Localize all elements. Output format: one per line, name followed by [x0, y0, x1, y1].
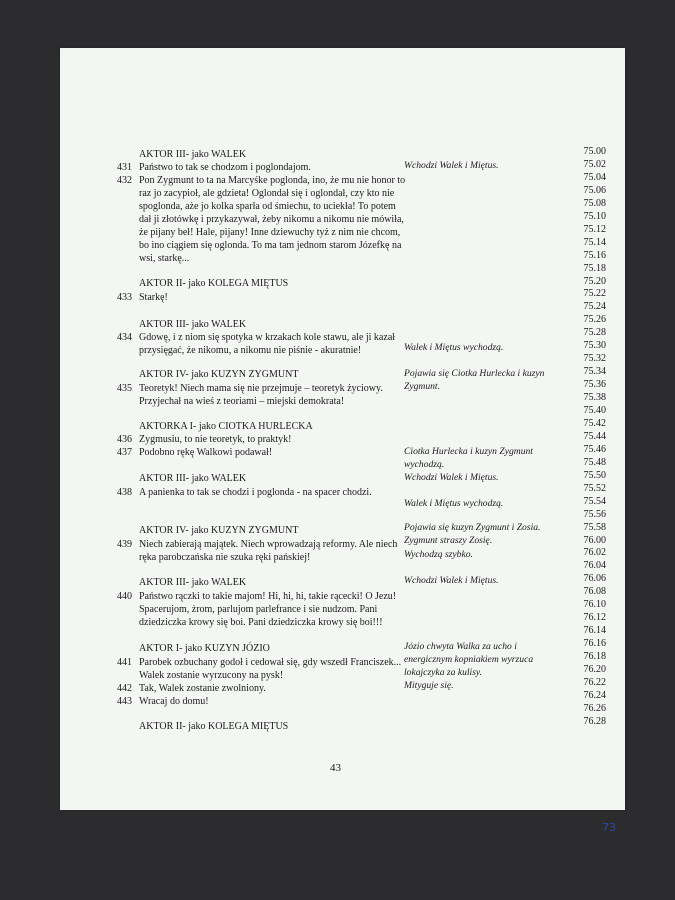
dialogue-line: Parobek ozbuchany godoł i cedował się, gdy wszedł Franciszek... Walek zostanie wyrzucony na pysk!	[139, 657, 402, 681]
timecode: 76.10	[583, 599, 606, 611]
line-number: 439	[117, 539, 132, 550]
line-number: 434	[117, 332, 132, 343]
line-number: 437	[117, 447, 132, 458]
speaker-heading: AKTOR III- jako WALEK	[139, 319, 247, 330]
stage-direction: Zygmunt straszy Zosię.	[404, 535, 493, 546]
stage-direction: Wchodzi Walek i Miętus.	[404, 472, 499, 483]
timecode: 75.22	[583, 288, 606, 300]
line-number: 435	[117, 383, 132, 394]
timecode: 76.04	[583, 560, 606, 572]
timecode: 75.26	[583, 314, 606, 326]
timecode: 76.24	[583, 689, 606, 701]
handwritten-page-mark: 73	[602, 821, 616, 834]
stage-direction: Wychodzą szybko.	[404, 549, 473, 560]
speaker-heading: AKTOR I- jako KUZYN JÓZIO	[139, 643, 270, 654]
timecode: 75.40	[583, 405, 606, 416]
speaker-heading: AKTOR IV- jako KUZYN ZYGMUNT	[139, 369, 299, 380]
speaker-heading: AKTOR III- jako WALEK	[139, 473, 247, 484]
timecode: 75.10	[583, 210, 606, 222]
speaker-heading: AKTOR II- jako KOLEGA MIĘTUS	[139, 721, 289, 732]
stage-direction: Ciotka Hurlecka i kuzyn Zygmunt wychodzą.	[404, 446, 533, 470]
dialogue-line: Podobno rękę Walkowi podawał!	[139, 447, 273, 458]
timecode: 76.20	[583, 664, 606, 675]
speaker-heading: AKTORKA I- jako CIOTKA HURLECKA	[139, 421, 313, 432]
timecode: 75.44	[583, 430, 606, 442]
timecode: 75.58	[583, 521, 606, 533]
timecode: 75.14	[583, 236, 606, 248]
stage-direction: Pojawia się kuzyn Zygmunt i Zosia.	[404, 522, 541, 533]
line-number: 442	[117, 683, 132, 694]
stage-direction: Wchodzi Walek i Miętus.	[404, 160, 499, 171]
dialogue-line: Teoretyk! Niech mama się nie przejmuje – teoretyk życiowy. Przyjechał na wieś z teoriami – miejski demokrata!	[139, 383, 383, 407]
stage-direction: Pojawia się Ciotka Hurlecka i kuzyn Zygmunt.	[404, 368, 545, 392]
timecode: 76.06	[583, 573, 606, 585]
stage-direction: Mityguje się.	[404, 680, 454, 691]
timecode: 75.20	[583, 275, 606, 287]
timecode: 76.14	[583, 625, 606, 637]
line-number: 438	[117, 487, 132, 498]
timecode: 76.00	[583, 534, 606, 546]
timecode: 75.36	[583, 379, 606, 391]
timecode: 75.28	[583, 327, 606, 339]
timecode: 75.54	[583, 495, 606, 507]
stage-direction: Józio chwyta Walka za ucho i energicznym kopniakiem wyrzuca lokajczyka za kulisy.	[404, 641, 534, 678]
timecode: 76.08	[583, 586, 606, 598]
dialogue-line: Niech zabierają majątek. Niech wprowadzają reformy. Ale niech ręka parobczańska nie szuka ręki pańskiej!	[139, 539, 398, 563]
timecode: 76.22	[583, 676, 606, 688]
timecode: 76.26	[583, 702, 606, 714]
timecode: 75.04	[583, 171, 606, 183]
timecode: 75.52	[583, 482, 606, 494]
page-number: 43	[330, 762, 341, 774]
timecode: 75.02	[583, 158, 606, 170]
stage-direction: Walek i Miętus wychodzą.	[404, 498, 504, 509]
dialogue-line: Gdowę, i z niom się spotyka w krzakach kole stawu, ale ji kazał przysięgać, że nikomu, a nikomu nie piśnie - akuratnie!	[139, 332, 396, 356]
dialogue-line: Państwo to tak se chodzom i poglondajom.	[139, 162, 311, 173]
timecode: 75.48	[583, 456, 606, 468]
timecode: 76.18	[583, 651, 606, 663]
timecode: 75.46	[583, 443, 606, 455]
timecode: 76.28	[583, 715, 606, 727]
dialogue-line: Starkę!	[139, 292, 168, 303]
line-number: 441	[117, 657, 132, 668]
line-number: 443	[117, 696, 132, 707]
line-number: 440	[117, 591, 132, 602]
timecode: 75.30	[583, 340, 606, 352]
speaker-heading: AKTOR III- jako WALEK	[139, 149, 247, 160]
document-page	[60, 48, 625, 834]
timecode: 75.38	[583, 392, 606, 404]
timecode: 75.56	[583, 508, 606, 520]
timecode: 76.02	[583, 547, 606, 559]
timecode: 75.18	[583, 262, 606, 274]
timecode: 75.12	[583, 223, 606, 235]
line-number: 431	[117, 162, 132, 173]
dialogue-line: Zygmusiu, to nie teoretyk, to praktyk!	[139, 434, 292, 445]
stage-direction: Walek i Miętus wychodzą.	[404, 342, 504, 353]
timecode: 75.32	[583, 353, 606, 365]
timecode: 76.16	[583, 638, 606, 650]
dialogue-line: Pon Zygmunt to ta na Marcyśke poglonda, ino, że mu nie honor to raz jo zacypioł, ale gdzieta! Oglondał się i oglondał, czy kto nie spoglonda, aże jo kolka sparła od śmiechu, to uciekła! To potem dał ji złotówkę i przykazywał, żeby nikomu a nikomu nie mówiła, że pijany beł! Hale, pijany! Inne dziewuchy tyż z nim nie chcom, bo ino ciągiem się oglonda. To ma tam jednom starom Józefkę na wsi, starkę...	[139, 175, 406, 264]
dialogue-line: Państwo rączki to takie majom! Hi, hi, hi, takie rącecki! O Jezu! Spacerujom, żrom, parlujom parlefrance i sie nudzom. Pani dziedziczka krowy się boi. Pani dziedziczka krowy się boi!!!	[139, 591, 397, 628]
timecode: 75.24	[583, 301, 606, 313]
timecode: 75.42	[583, 417, 606, 429]
timecode: 75.06	[583, 184, 606, 196]
timecode: 75.34	[583, 366, 606, 378]
line-number: 433	[117, 292, 132, 303]
dialogue-line: Wracaj do domu!	[139, 696, 209, 707]
dialogue-line: Tak, Walek zostanie zwolniony.	[139, 683, 266, 694]
dialogue-line: A panienka to tak se chodzi i poglonda - na spacer chodzi.	[139, 487, 372, 498]
timecode: 76.12	[583, 612, 606, 624]
stage-direction: Wchodzi Walek i Miętus.	[404, 575, 499, 586]
line-number: 436	[117, 434, 132, 445]
speaker-heading: AKTOR III- jako WALEK	[139, 577, 247, 588]
timecode: 75.00	[583, 146, 606, 157]
speaker-heading: AKTOR II- jako KOLEGA MIĘTUS	[139, 278, 289, 289]
timecode: 75.16	[583, 249, 606, 261]
timecode: 75.08	[583, 197, 606, 209]
speaker-heading: AKTOR IV- jako KUZYN ZYGMUNT	[139, 525, 299, 536]
line-number: 432	[117, 175, 132, 186]
timecode: 75.50	[583, 469, 606, 481]
